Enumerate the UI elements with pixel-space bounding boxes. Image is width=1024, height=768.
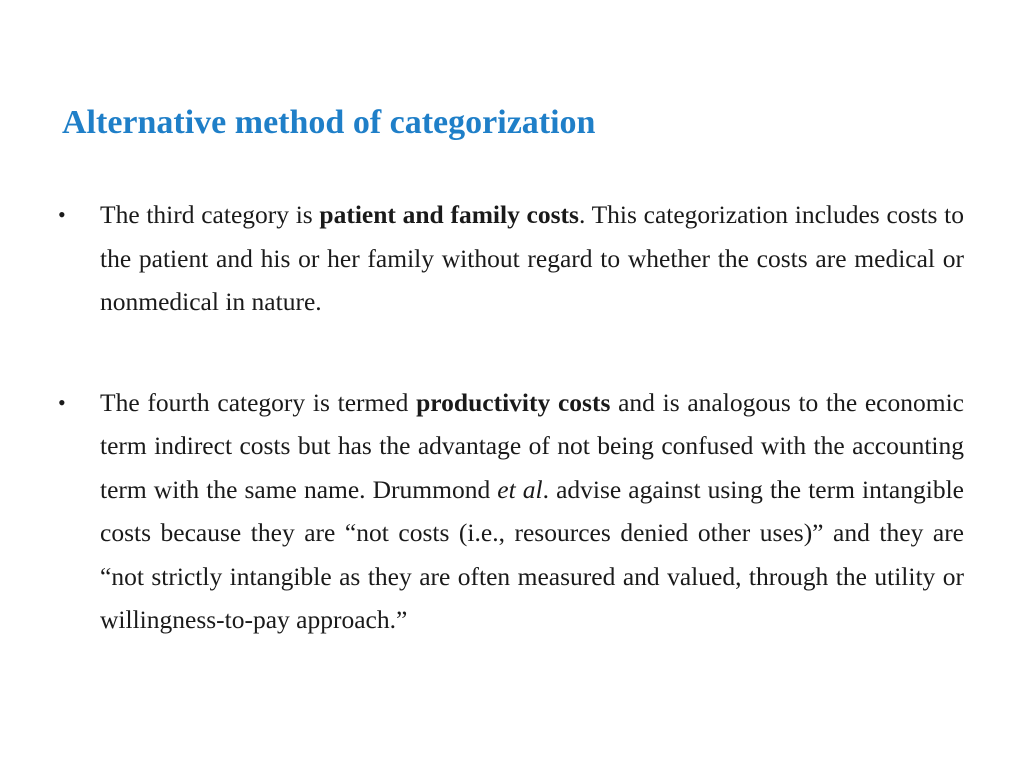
bullet-point-icon: • xyxy=(58,389,66,415)
bullet-text-middle: and is analogous to the economic term indirect costs but has the advantage of not being confused with the accounting term with the same name. Drummond xyxy=(100,387,964,504)
bullet-text-lead: The fourth category is termed xyxy=(100,387,417,417)
bullet-text-rest: . This categorization includes costs to the patient and his or her family without regard to whether the costs are medical or nonmedical in nature. xyxy=(100,200,964,316)
bullet-term: productivity costs xyxy=(416,387,611,417)
bullet-item-productivity-costs xyxy=(58,381,964,642)
bullet-term: patient and family costs xyxy=(319,200,579,229)
bullet-text-italic: et al xyxy=(497,474,543,504)
bullet-list xyxy=(58,193,964,642)
bullet-text-lead: The third category is xyxy=(100,200,320,229)
slide-title: Alternative method of categorization xyxy=(62,104,596,141)
bullet-item-patient-family-costs xyxy=(58,193,964,324)
bullet-point-icon: • xyxy=(58,202,66,227)
bullet-text-rest: . advise against using the term intangible costs because they are “not costs (i.e., resources denied other uses)” and they are “not strictly intangible as they are often measured and valued, through the utility or willingness-to-pay approach.” xyxy=(100,474,964,634)
